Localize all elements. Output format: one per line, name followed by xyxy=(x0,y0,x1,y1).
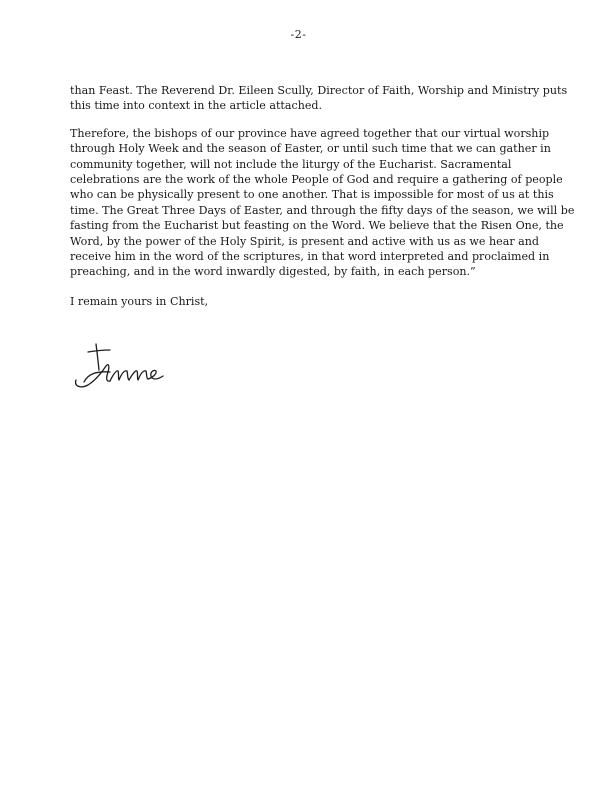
paragraph-line: community together, will not include the liturgy of the Eucharist. Sacramental xyxy=(70,157,512,171)
page-number: -2- xyxy=(290,28,307,41)
paragraph-line: than Feast. The Reverend Dr. Eileen Scully, Director of Faith, Worship and Ministry puts xyxy=(70,84,568,97)
paragraph-line: receive him in the word of the scriptures, in that word interpreted and proclaimed in xyxy=(70,250,550,264)
paragraph-2 xyxy=(70,126,575,280)
letter-body xyxy=(70,83,575,309)
paragraph-line: celebrations are the work of the whole People of God and require a gathering of people xyxy=(70,173,563,187)
closing-line: I remain yours in Christ, xyxy=(70,294,209,308)
paragraph-line: preaching, and in the word inwardly digested, by faith, in each person.” xyxy=(70,265,476,279)
paragraph-line: Word, by the power of the Holy Spirit, is present and active with us as we hear and xyxy=(70,234,540,248)
handwritten-signature xyxy=(66,338,186,394)
paragraph-line: who can be physically present to one another. That is impossible for most of us at this xyxy=(70,188,554,202)
paragraph-line: through Holy Week and the season of Easter, or until such time that we can gather in xyxy=(70,142,551,156)
paragraph-line: Therefore, the bishops of our province have agreed together that our virtual worship xyxy=(70,126,550,140)
paragraph-line: this time into context in the article attached. xyxy=(70,99,323,113)
paragraph-line: fasting from the Eucharist but feasting on the Word. We believe that the Risen One, the xyxy=(70,219,564,233)
paragraph-1 xyxy=(70,83,568,114)
paragraph-line: time. The Great Three Days of Easter, and through the fifty days of the season, we will be xyxy=(70,203,575,217)
